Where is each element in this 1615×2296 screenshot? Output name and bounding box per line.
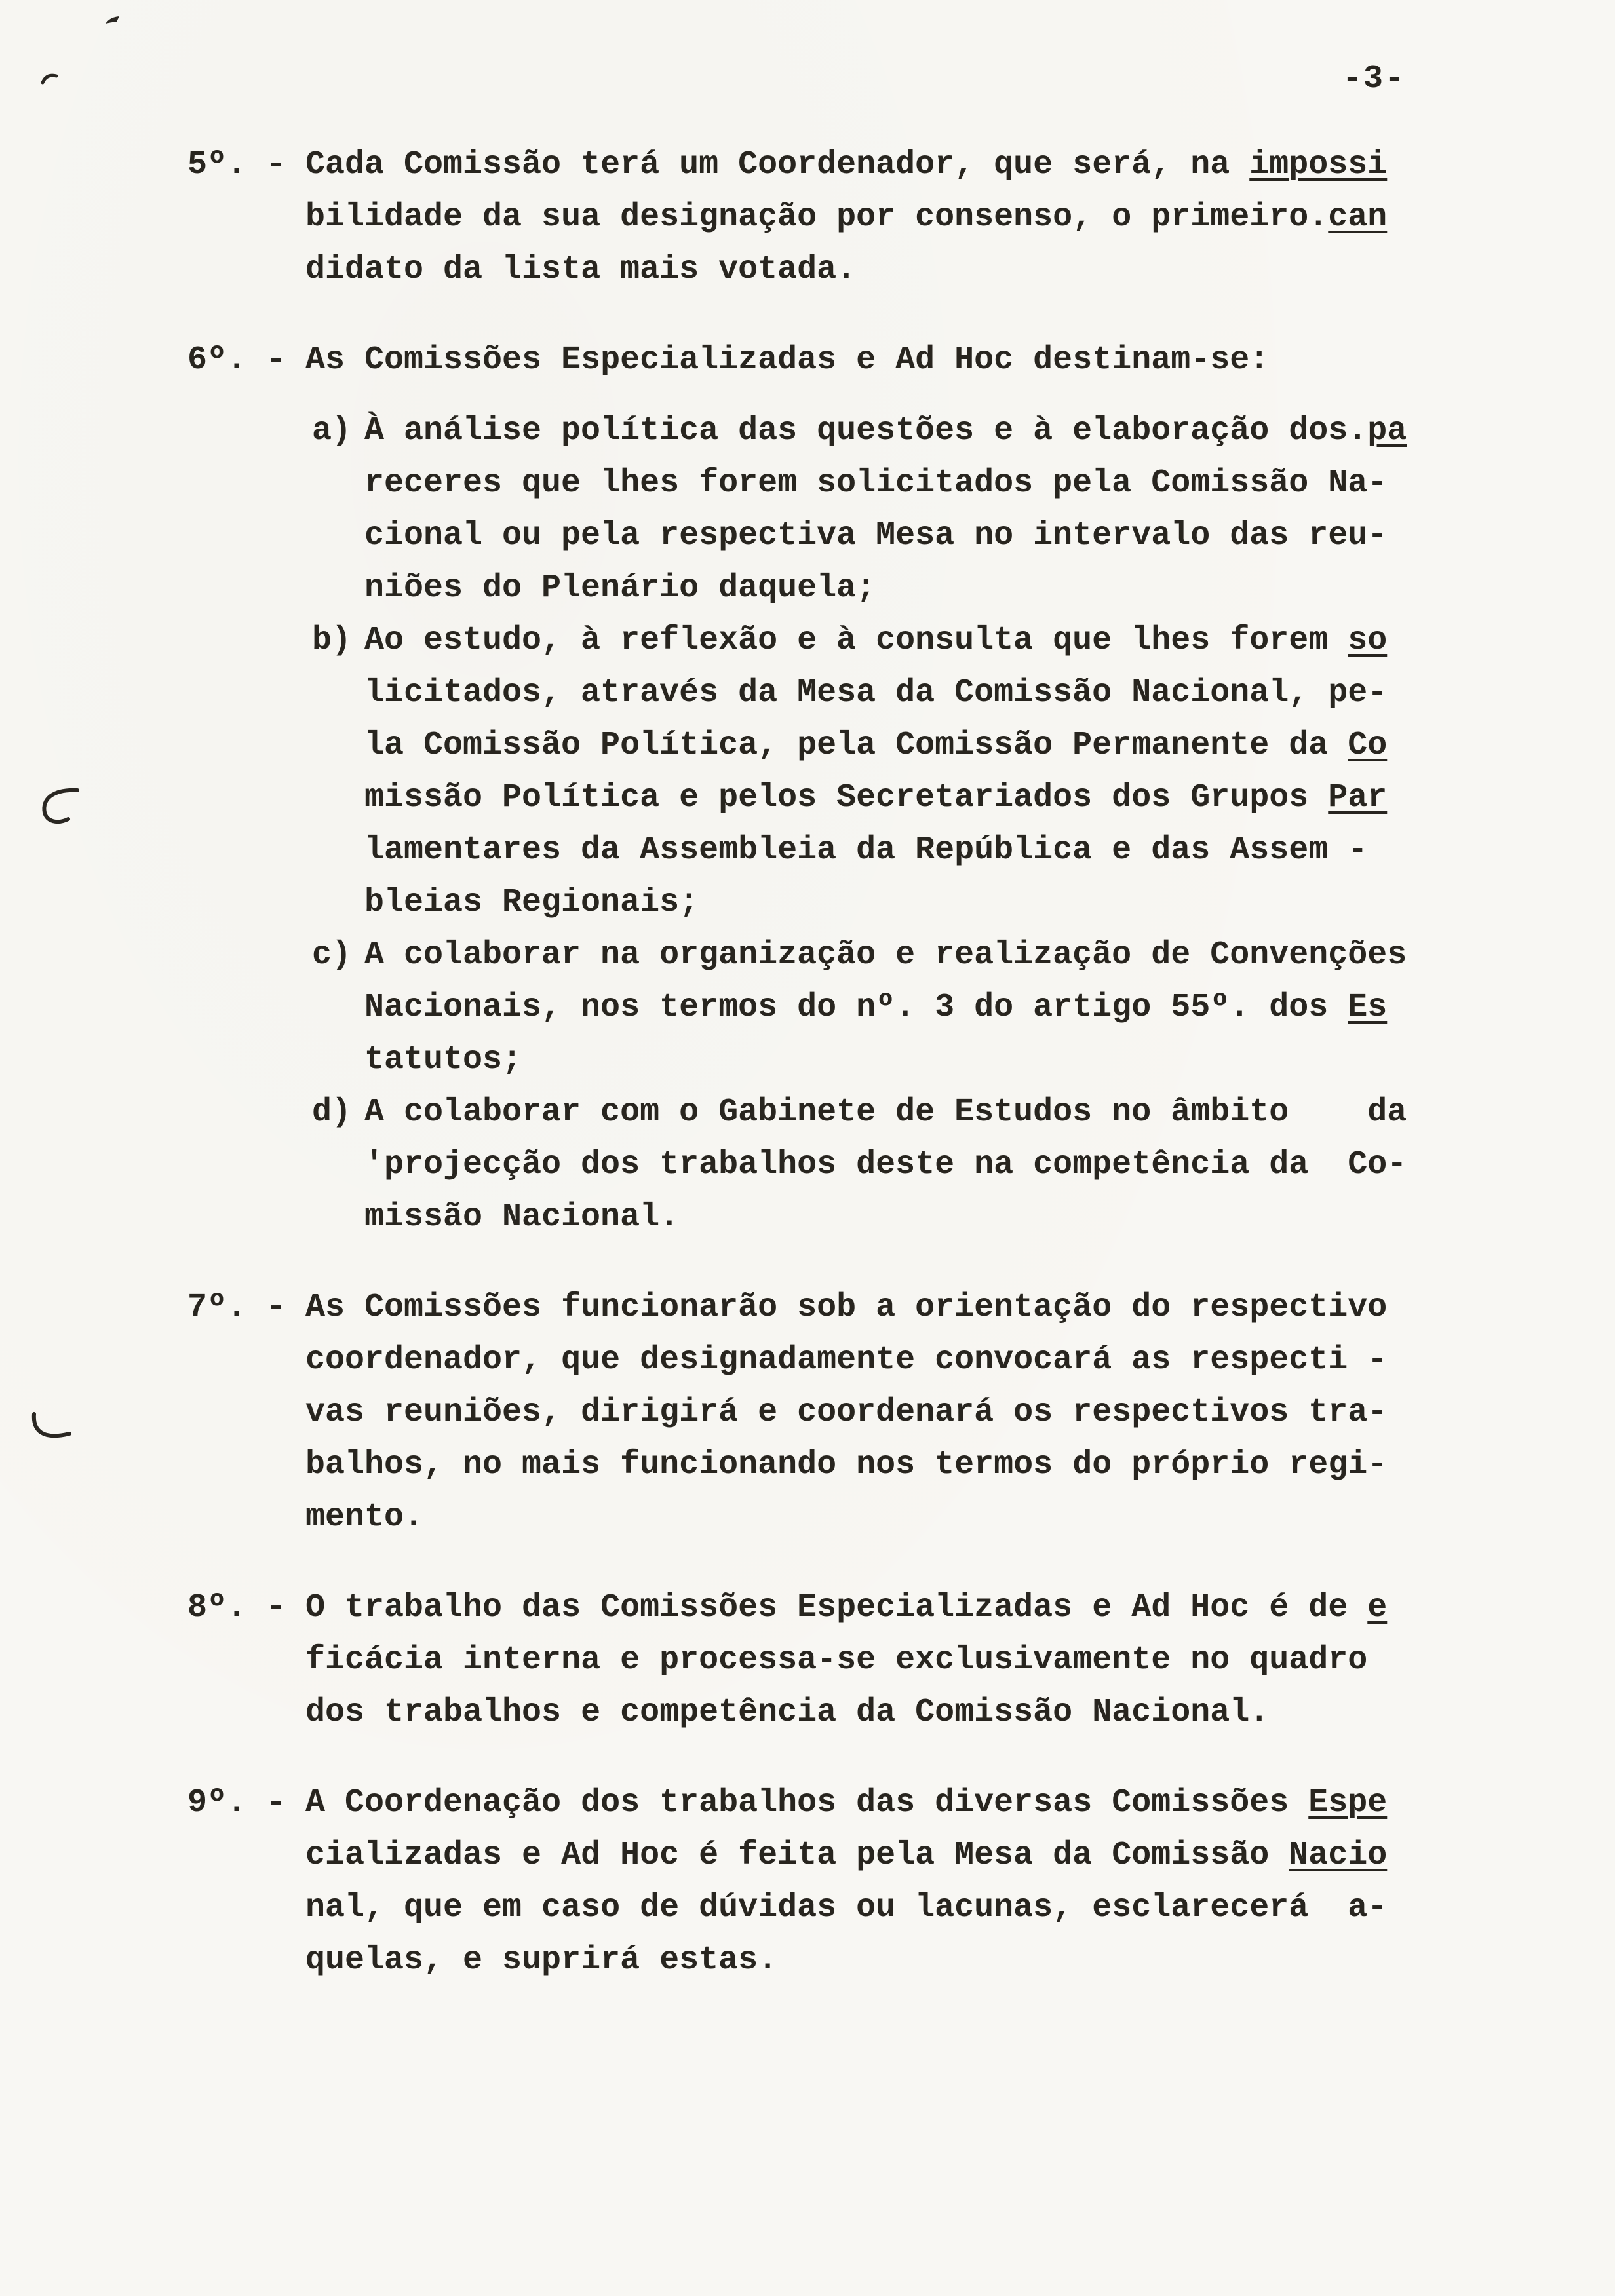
line-text: missão Nacional. (364, 1198, 680, 1236)
line-text: As Comissões Especializadas e Ad Hoc destinam-se: (305, 341, 1270, 379)
item-number-label: 8º. - (187, 1589, 306, 1626)
line-text: licitados, através da Mesa da Comissão Nacional, pe- (364, 674, 1388, 712)
line-text: Ao estudo, à reflexão e à consulta que lhes forem (364, 622, 1348, 659)
pen-mark-icon (38, 786, 89, 828)
text-line (305, 1582, 1407, 1634)
text-line (305, 1334, 1407, 1387)
pen-mark-icon (29, 1409, 80, 1445)
page-number: -3- (1342, 60, 1406, 98)
line-text: Cada Comissão terá um Coordenador, que será, na (305, 146, 1250, 183)
text-line (305, 334, 1407, 387)
text-line (305, 824, 1407, 877)
text-line (305, 982, 1407, 1034)
underlined-text: impossi (1249, 146, 1388, 183)
line-text: balhos, no mais funcionando nos termos do próprio regi- (305, 1446, 1388, 1483)
line-text: la Comissão Política, pela Comissão Permanente da (364, 727, 1348, 764)
text-line (305, 1777, 1407, 1829)
document-item (187, 334, 1407, 1244)
line-text: cializadas e Ad Hoc é feita pela Mesa da Comissão (305, 1837, 1289, 1874)
ink-speck-icon (41, 71, 59, 88)
line-text: mento. (305, 1499, 424, 1536)
text-line (305, 405, 1407, 457)
line-text: tatutos; (364, 1041, 522, 1079)
line-text: quelas, e suprirá estas. (305, 1942, 778, 1979)
text-line (305, 719, 1407, 772)
text-line (305, 1034, 1407, 1086)
document-body (187, 139, 1407, 1987)
line-text: A colaborar na organização e realização de Convenções (364, 936, 1407, 974)
text-line (305, 877, 1407, 929)
item-number-label: 7º. - (187, 1289, 306, 1326)
line-text: receres que lhes forem solicitados pela Comissão Na- (364, 465, 1388, 502)
document-item (187, 1582, 1407, 1739)
document-item (187, 1777, 1407, 1987)
sub-item-marker: b) (312, 622, 352, 659)
text-line (305, 1139, 1407, 1191)
underlined-text: Nacio (1289, 1837, 1388, 1874)
underlined-text: so (1348, 622, 1388, 659)
underlined-text: Es (1348, 989, 1388, 1026)
text-line (305, 1634, 1407, 1687)
underlined-text: can (1328, 199, 1388, 236)
line-text: cional ou pela respectiva Mesa no intervalo das reu- (364, 517, 1388, 554)
line-text: dos trabalhos e competência da Comissão Nacional. (305, 1694, 1270, 1731)
line-text: O trabalho das Comissões Especializadas e Ad Hoc é de (305, 1589, 1368, 1626)
text-line (305, 457, 1407, 510)
text-line (305, 1439, 1407, 1491)
line-text: niões do Plenário daquela; (364, 569, 876, 607)
text-line (305, 1282, 1407, 1334)
line-text: lamentares da Assembleia da República e das Assem - (364, 832, 1368, 869)
line-text: bilidade da sua designação por consenso, o primeiro. (305, 199, 1329, 236)
underlined-text: Espe (1308, 1784, 1388, 1822)
underlined-text: pa (1367, 412, 1407, 450)
line-text: A Coordenação dos trabalhos das diversas Comissões (305, 1784, 1309, 1822)
text-line (305, 1086, 1407, 1139)
line-text: Nacionais, nos termos do nº. 3 do artigo 55º. dos (364, 989, 1348, 1026)
text-line (305, 562, 1407, 615)
text-line (305, 1882, 1407, 1934)
text-line (305, 615, 1407, 667)
text-line (305, 772, 1407, 824)
text-line (305, 191, 1407, 244)
line-text: ficácia interna e processa-se exclusivamente no quadro (305, 1641, 1368, 1679)
underlined-text: Co (1348, 727, 1388, 764)
text-line (305, 1191, 1407, 1244)
sub-item-marker: c) (312, 936, 352, 974)
line-text: vas reuniões, dirigirá e coordenará os respectivos tra- (305, 1394, 1388, 1431)
line-text: À análise política das questões e à elaboração dos. (364, 412, 1368, 450)
item-number-label: 6º. - (187, 341, 306, 379)
text-line (305, 667, 1407, 719)
text-line (305, 1829, 1407, 1882)
item-number-label: 9º. - (187, 1784, 306, 1822)
document-item (187, 1282, 1407, 1544)
ink-speck-icon (104, 13, 123, 29)
underlined-text: e (1367, 1589, 1388, 1626)
line-text: nal, que em caso de dúvidas ou lacunas, esclarecerá a- (305, 1889, 1388, 1926)
line-text: bleias Regionais; (364, 884, 699, 921)
text-line (305, 1687, 1407, 1739)
text-line (305, 1934, 1407, 1987)
line-text: 'projecção dos trabalhos deste na competência da Co- (364, 1146, 1407, 1183)
text-line (305, 929, 1407, 982)
text-line (305, 139, 1407, 191)
sub-item-marker: a) (312, 412, 352, 450)
text-line (305, 1387, 1407, 1439)
underlined-text: Par (1328, 779, 1388, 816)
text-line (305, 510, 1407, 562)
line-text: didato da lista mais votada. (305, 251, 857, 288)
text-line (305, 244, 1407, 296)
text-line (305, 1491, 1407, 1544)
line-text: missão Política e pelos Secretariados dos Grupos (364, 779, 1329, 816)
line-text: coordenador, que designadamente convocará as respecti - (305, 1341, 1388, 1379)
line-text: A colaborar com o Gabinete de Estudos no âmbito da (364, 1094, 1407, 1131)
document-item (187, 139, 1407, 296)
line-text: As Comissões funcionarão sob a orientação do respectivo (305, 1289, 1388, 1326)
item-number-label: 5º. - (187, 146, 306, 183)
sub-item-marker: d) (312, 1094, 352, 1131)
